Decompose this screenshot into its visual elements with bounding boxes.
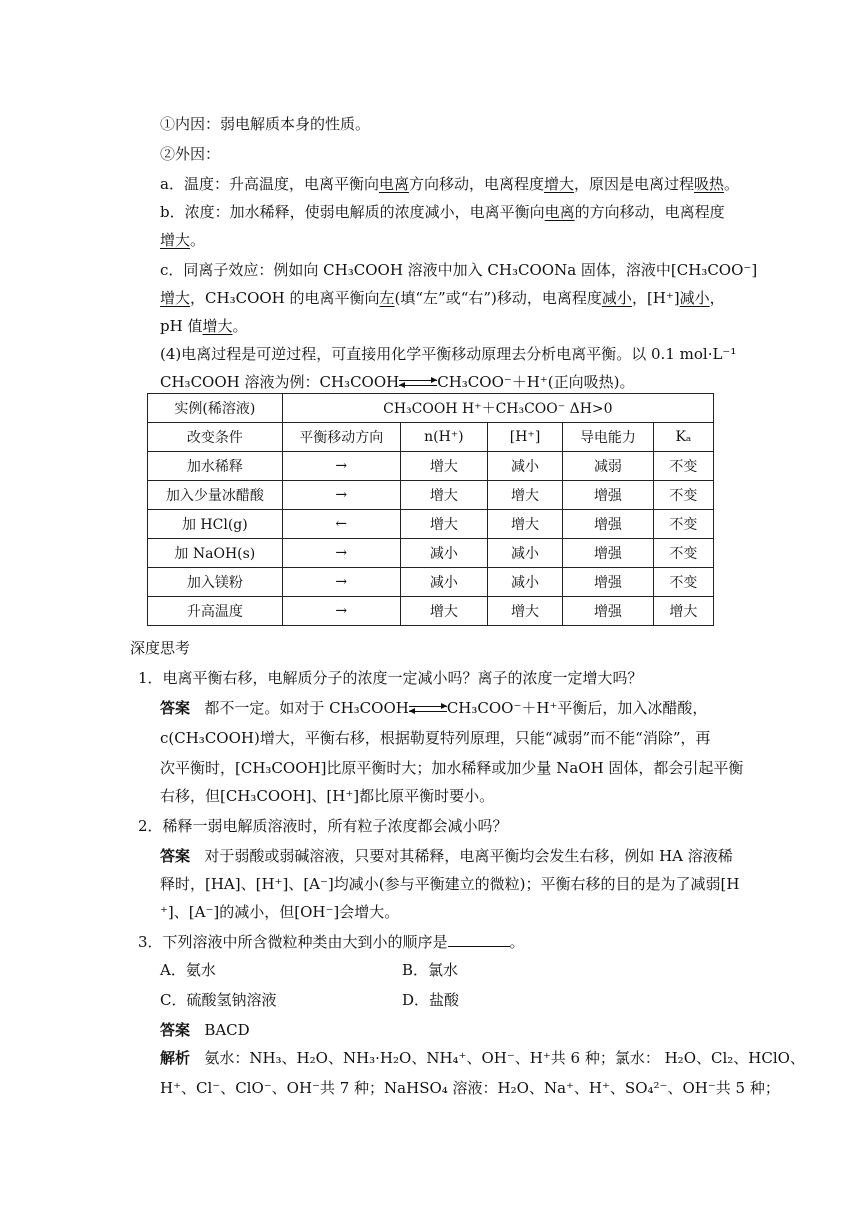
table-header-cell: 实例(稀溶液) <box>148 394 283 423</box>
answer-1-line-4: 右移，但[CH₃COOH]、[H⁺]都比原平衡时要小。 <box>160 787 495 805</box>
answer-2-line-2: 释时，[HA]、[H⁺]、[A⁻]均减小(参与平衡建立的微粒)；平衡右移的目的是为了减弱[H <box>160 875 740 893</box>
option-a: A．氨水 <box>160 961 216 979</box>
question-3: 3．下列溶液中所含微粒种类由大到小的顺序是 。 <box>138 933 525 951</box>
explanation-line-1: 解析 氨水：NH₃、H₂O、NH₃·H₂O、NH₄⁺、OH⁻、H⁺共 6 种；氯水： H₂O、Cl₂、HClO、 <box>160 1049 805 1067</box>
table-row: 加 HCl(g) ← 增大 增大 增强 不变 <box>148 510 714 539</box>
ionization-table <box>147 393 714 626</box>
section-title: 深度思考 <box>130 639 191 657</box>
answer-label: 答案 <box>160 699 191 717</box>
temperature-line: a．温度：升高温度，电离平衡向电离方向移动，电离程度增大，原因是电离过程吸热。 <box>160 175 740 193</box>
answer-2-line-3: ⁺]、[A⁻]的减小，但[OH⁻]会增大。 <box>160 903 400 921</box>
table-subheader-row: 改变条件 平衡移动方向 n(H⁺) [H⁺] 导电能力 Kₐ <box>148 423 714 452</box>
table-row: 加水稀释 → 增大 减小 减弱 不变 <box>148 452 714 481</box>
common-ion-line-3: pH 值增大。 <box>160 317 248 335</box>
answer-2-line-1: 答案 对于弱酸或弱碱溶液，只要对其稀释，电离平衡均会发生右移，例如 HA 溶液稀 <box>160 847 733 865</box>
paragraph-4: (4)电离过程是可逆过程，可直接用化学平衡移动原理去分析电离平衡。以 0.1 mol·L⁻¹ <box>160 345 737 363</box>
table-row: 加 NaOH(s) → 减小 减小 增强 不变 <box>148 539 714 568</box>
common-ion-line: c．同离子效应：例如向 CH₃COOH 溶液中加入 CH₃COONa 固体，溶液中[CH₃COO⁻] <box>160 261 758 279</box>
table-equation-cell: CH₃COOH H⁺＋CH₃COO⁻ ΔH>0 <box>282 394 713 423</box>
internal-cause: ①内因：弱电解质本身的性质。 <box>160 115 371 133</box>
question-1: 1．电离平衡右移，电解质分子的浓度一定减小吗？离子的浓度一定增大吗？ <box>138 669 643 687</box>
table-header-row <box>148 394 714 423</box>
answer-3: 答案 BACD <box>160 1021 250 1039</box>
option-d: D．盐酸 <box>402 991 460 1009</box>
external-cause: ②外因： <box>160 145 221 163</box>
answer-label: 答案 <box>160 1021 191 1039</box>
answer-label: 答案 <box>160 847 191 865</box>
table-row: 加入镁粉 → 减小 减小 增强 不变 <box>148 568 714 597</box>
concentration-line-2: 增大。 <box>160 231 206 249</box>
answer-1-line-1: 答案 都不一定。如对于 CH₃COOH CH₃COO⁻＋H⁺平衡后，加入冰醋酸， <box>160 699 708 717</box>
equilibrium-arrow-icon <box>409 702 447 716</box>
option-b: B．氯水 <box>402 961 459 979</box>
equilibrium-arrow-icon <box>399 376 437 390</box>
paragraph-4-equation: CH₃COOH 溶液为例：CH₃COOH CH₃COO⁻＋H⁺(正向吸热)。 <box>160 373 635 391</box>
answer-1-line-2: c(CH₃COOH)增大，平衡右移，根据勒夏特列原理，只能“减弱”而不能“消除”，再 <box>160 729 711 747</box>
answer-1-line-3: 次平衡时，[CH₃COOH]比原平衡时大；加水稀释或加少量 NaOH 固体，都会引起平衡 <box>160 759 744 777</box>
concentration-line: b．浓度：加水稀释，使弱电解质的浓度减小，电离平衡向电离的方向移动，电离程度 <box>160 203 725 221</box>
question-2: 2．稀释一弱电解质溶液时，所有粒子浓度都会减小吗？ <box>138 817 508 835</box>
explanation-line-2: H⁺、Cl⁻、ClO⁻、OH⁻共 7 种；NaHSO₄ 溶液：H₂O、Na⁺、H⁺、SO₄²⁻、OH⁻共 5 种； <box>160 1079 780 1097</box>
option-c: C．硫酸氢钠溶液 <box>160 991 277 1009</box>
answer-blank <box>448 932 510 947</box>
table-row: 升高温度 → 增大 增大 增强 增大 <box>148 597 714 626</box>
explanation-label: 解析 <box>160 1049 191 1067</box>
table-row: 加入少量冰醋酸 → 增大 增大 增强 不变 <box>148 481 714 510</box>
common-ion-line-2: 增大，CH₃COOH 的电离平衡向左(填“左”或“右”)移动，电离程度减小，[H⁺]减小， <box>160 289 725 307</box>
